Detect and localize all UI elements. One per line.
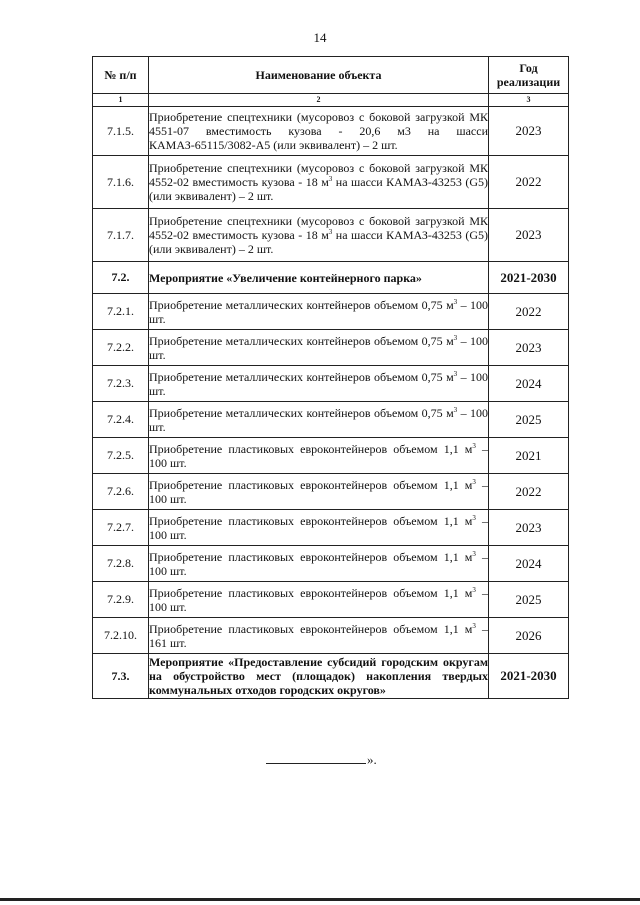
row-number: 7.1.7. [93,209,149,262]
row-year: 2022 [489,156,569,209]
row-year: 2026 [489,618,569,654]
description-text: Приобретение пластиковых евроконтейнеров объемом 1,1 м [149,549,473,564]
description-text: Приобретение металлических контейнеров объемом 0,75 м [149,333,454,348]
table-row [93,438,569,474]
table-row [93,582,569,618]
description-text: Мероприятие «Предоставление субсидий городским округам на обустройство мест (площадок) накопления твердых коммунальных отходов городских округов» [149,655,488,697]
description-text: Приобретение металлических контейнеров объемом 0,75 м [149,297,454,312]
closing-quote: ». [367,752,377,767]
row-description [149,510,489,546]
row-description [149,209,489,262]
description-tail: на шасси КАМАЗ-43253 (G5) (или эквивалент) – 2 шт. [149,175,489,203]
superscript: 3 [472,477,476,486]
description-tail: – 100 шт. [149,549,488,578]
column-numbers-row [93,94,569,107]
row-number: 7.1.6. [93,156,149,209]
description-text: Приобретение спецтехники (мусоровоз с боковой загрузкой МК 4551-07 вместимость кузова - 20,6 м3 на шасси КАМАЗ-65115/3082-А5 (или эквивалент) – 2 шт. [149,110,488,152]
row-description [149,546,489,582]
superscript: 3 [472,585,476,594]
objects-table [92,56,569,699]
description-text: Приобретение металлических контейнеров объемом 0,75 м [149,369,454,384]
description-text: Приобретение пластиковых евроконтейнеров объемом 1,1 м [149,441,473,456]
table-row [93,618,569,654]
description-tail: – 100 шт. [149,333,489,362]
row-number: 7.3. [93,654,149,699]
row-description [149,582,489,618]
description-tail: – 100 шт. [149,585,488,614]
row-number: 7.2.2. [93,330,149,366]
header-year-line2: реализации [496,75,561,89]
row-number: 7.2.10. [93,618,149,654]
superscript: 3 [472,441,476,450]
description-tail: – 100 шт. [149,369,489,398]
row-year: 2024 [489,366,569,402]
superscript: 3 [472,621,476,630]
description-tail: – 100 шт. [149,297,489,326]
description-text: Приобретение пластиковых евроконтейнеров объемом 1,1 м [149,621,473,636]
row-number: 7.2.1. [93,294,149,330]
row-number: 7.2.3. [93,366,149,402]
closing-mark [266,752,377,768]
row-year: 2023 [489,209,569,262]
description-text: Приобретение спецтехники (мусоровоз с боковой загрузкой МК 4552-02 вместимость кузова - 18 м [149,161,488,189]
description-text: Приобретение спецтехники (мусоровоз с боковой загрузкой МК 4552-02 вместимость кузова - 18 м [149,214,488,242]
description-tail: – 100 шт. [149,513,488,542]
table-row-bold [93,262,569,294]
row-description [149,618,489,654]
page-number: 14 [313,30,327,45]
row-year: 2021-2030 [489,654,569,699]
row-number: 7.2.8. [93,546,149,582]
row-description [149,438,489,474]
superscript: 3 [472,513,476,522]
superscript: 3 [453,297,458,306]
row-description [149,294,489,330]
description-text: Мероприятие «Увеличение контейнерного парка» [149,270,422,285]
row-year: 2021 [489,438,569,474]
row-number: 7.2.6. [93,474,149,510]
description-text: Приобретение пластиковых евроконтейнеров объемом 1,1 м [149,513,473,528]
description-text: Приобретение металлических контейнеров объемом 0,75 м [149,405,454,420]
table-row [93,156,569,209]
superscript: 3 [472,549,476,558]
table-row [93,330,569,366]
table-row [93,209,569,262]
table-header-row [93,57,569,94]
bottom-rule [0,898,640,901]
row-year: 2025 [489,402,569,438]
table-row [93,366,569,402]
row-number: 7.2.7. [93,510,149,546]
description-text: Приобретение пластиковых евроконтейнеров объемом 1,1 м [149,477,473,492]
description-tail: – 100 шт. [149,477,488,506]
header-year-line1: Год [519,61,538,75]
column-number: 1 [93,94,149,107]
superscript: 3 [453,333,458,342]
row-year: 2022 [489,474,569,510]
row-description [149,330,489,366]
row-number: 7.1.5. [93,107,149,156]
row-year: 2023 [489,330,569,366]
superscript: 3 [328,175,333,183]
row-description [149,262,489,294]
row-year: 2024 [489,546,569,582]
description-tail: – 100 шт. [149,441,488,470]
signature-line [266,763,366,764]
row-description [149,402,489,438]
row-description [149,366,489,402]
superscript: 3 [453,369,458,378]
table-row [93,402,569,438]
row-description [149,107,489,156]
row-year: 2022 [489,294,569,330]
row-description [149,474,489,510]
table-row-bold [93,654,569,699]
row-number: 7.2.4. [93,402,149,438]
row-year: 2023 [489,510,569,546]
table-row [93,510,569,546]
table-row [93,546,569,582]
header-year [489,57,569,94]
row-number: 7.2. [93,262,149,294]
table-row [93,107,569,156]
header-num: № п/п [93,57,149,94]
row-year: 2023 [489,107,569,156]
header-name: Наименование объекта [149,57,489,94]
row-description [149,156,489,209]
superscript: 3 [453,405,458,414]
description-text: Приобретение пластиковых евроконтейнеров объемом 1,1 м [149,585,473,600]
description-tail: – 161 шт. [149,621,488,650]
row-number: 7.2.5. [93,438,149,474]
row-year: 2025 [489,582,569,618]
table-row [93,474,569,510]
row-number: 7.2.9. [93,582,149,618]
table-row [93,294,569,330]
description-tail: – 100 шт. [149,405,489,434]
column-number: 2 [149,94,489,107]
superscript: 3 [328,228,333,236]
column-number: 3 [489,94,569,107]
row-year: 2021-2030 [489,262,569,294]
row-description [149,654,489,699]
description-tail: на шасси КАМАЗ-43253 (G5) (или эквивалент) – 2 шт. [149,228,489,256]
